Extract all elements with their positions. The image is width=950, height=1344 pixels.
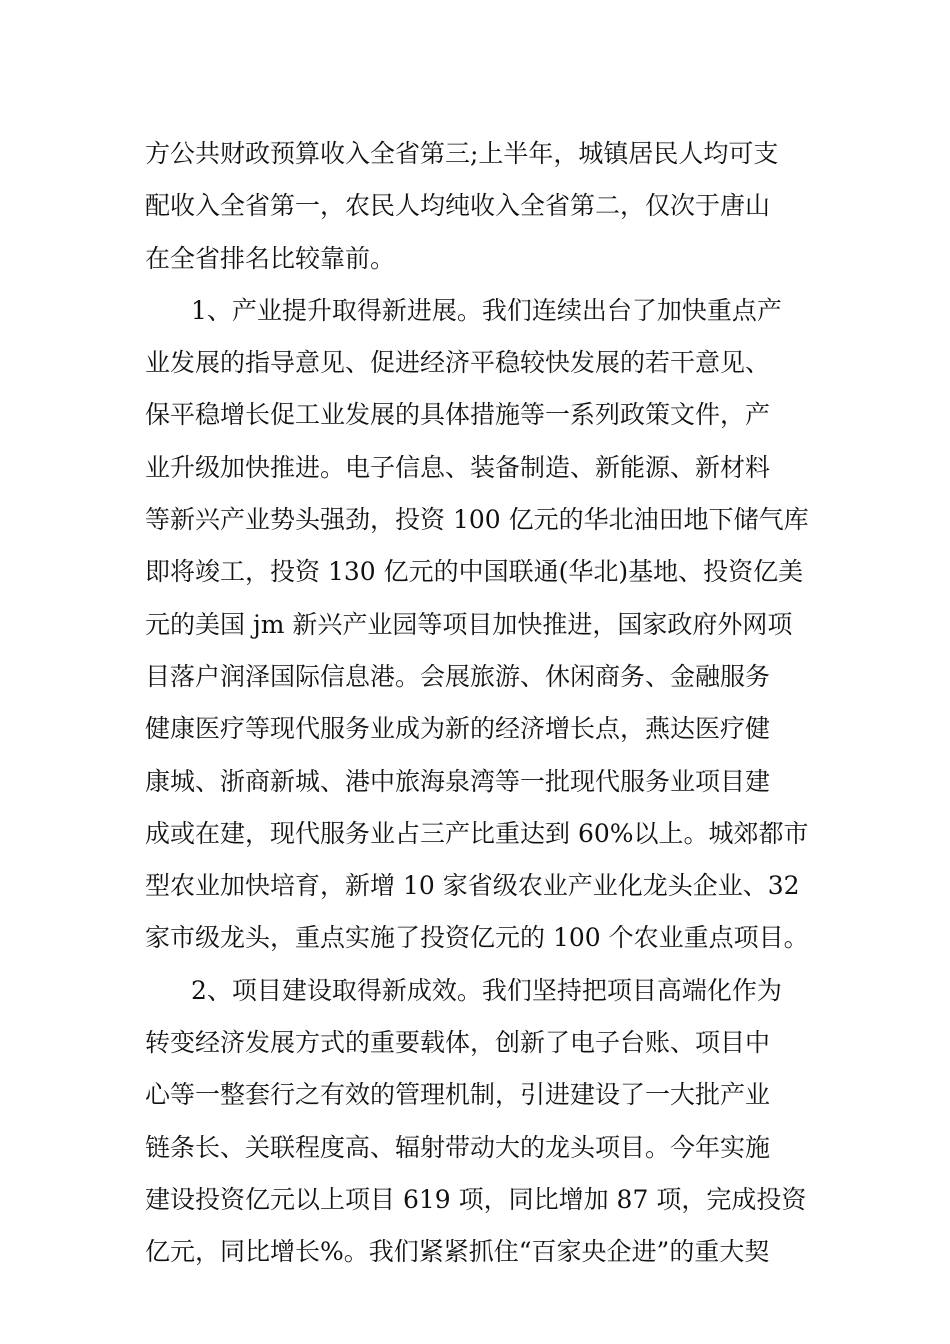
text-line: 型农业加快培育，新增 10 家省级农业产业化龙头企业、32 [145,871,800,901]
text-line: 心等一整套行之有效的管理机制，引进建设了一大批产业 [145,1080,771,1110]
text-line: 保平稳增长促工业发展的具体措施等一系列政策文件，产 [145,400,771,430]
text-line: 转变经济发展方式的重要载体，创新了电子台账、项目中 [145,1028,771,1058]
text-line: 康城、浙商新城、港中旅海泉湾等一批现代服务业项目建 [145,766,771,796]
text-line: 在全省排名比较靠前。 [145,243,396,273]
text-line: 建设投资亿元以上项目 619 项，同比增加 87 项，完成投资 [145,1184,807,1214]
document-body [145,128,815,1279]
text-line: 配收入全省第一，农民人均纯收入全省第二，仅次于唐山 [145,191,771,221]
text-line: 亿元，同比增长%。我们紧紧抓住“百家央企进”的重大契 [145,1237,770,1267]
text-line: 等新兴产业势头强劲，投资 100 亿元的华北油田地下储气库 [145,505,809,535]
text-line: 业升级加快推进。电子信息、装备制造、新能源、新材料 [145,452,771,482]
text-line: 元的美国 jm 新兴产业园等项目加快推进，国家政府外网项 [145,609,793,639]
text-line: 1、产业提升取得新进展。我们连续出台了加快重点产 [191,295,782,325]
text-line: 业发展的指导意见、促进经济平稳较快发展的若干意见、 [145,348,771,378]
text-line: 目落户润泽国际信息港。会展旅游、休闲商务、金融服务 [145,661,771,691]
text-line: 成或在建，现代服务业占三产比重达到 60%以上。城郊都市 [145,818,809,848]
text-line: 方公共财政预算收入全省第三;上半年，城镇居民人均可支 [145,139,779,168]
text-line: 链条长、关联程度高、辐射带动大的龙头项目。今年实施 [145,1132,771,1162]
text-line: 家市级龙头，重点实施了投资亿元的 100 个农业重点项目。 [145,923,809,953]
text-line: 即将竣工，投资 130 亿元的中国联通(华北)基地、投资亿美 [145,557,804,587]
text-line: 健康医疗等现代服务业成为新的经济增长点，燕达医疗健 [145,714,771,744]
text-line: 2、项目建设取得新成效。我们坚持把项目高端化作为 [191,975,782,1005]
